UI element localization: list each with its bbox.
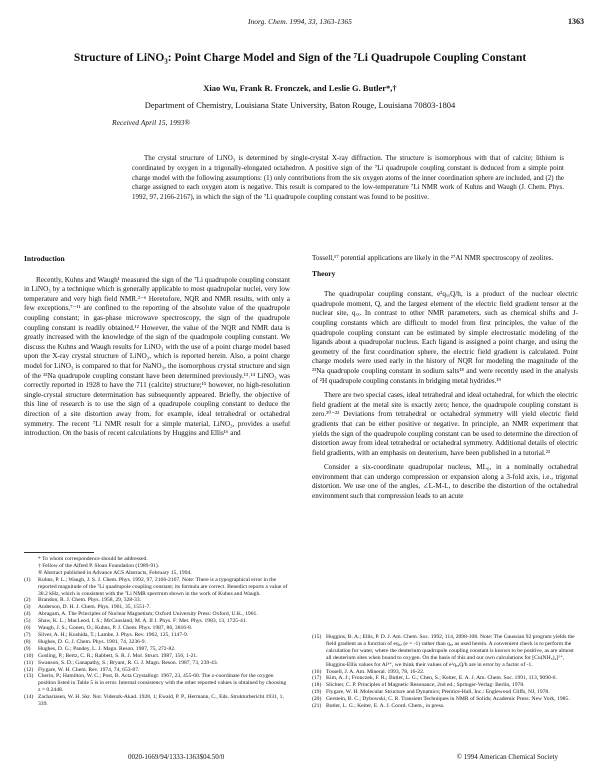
article-code: 0020-1669/94/1333-1363$04.50/0 bbox=[128, 753, 225, 761]
footnote-text: Tossell, J. A. Am. Mineral. 1993, 78, 16-22. bbox=[326, 668, 425, 675]
page-footer bbox=[128, 753, 558, 761]
footnote-number bbox=[24, 563, 38, 570]
footnote-text: Zachariasen, W. H. Skr. Nor. Videnzk-Akad. 1928, 1; Ewald, P. P., Hermann, C., Eds. Strukturbericht 1931, 1, 339. bbox=[38, 694, 284, 708]
footnote-text: Hughes, D. G.; Pandey, L. J. Magn. Reson. 1987, 75, 272-82. bbox=[38, 645, 176, 652]
footnote-text: Silver, A. H.; Kushida, T.; Lambe, J. Phys. Rev. 1962, 125, 1147-9. bbox=[38, 631, 189, 638]
paragraph: Consider a six-coordinate quadrupolar nucleus, ML₆, in a nominally octahedral environment that can undergo compression or expansion along a 3-fold axis, i.e., trigonal distortion. We use one of the angles, ∠L-M-L, to describe the distortion of the octahedral environment such that compression leads to an acute bbox=[312, 463, 578, 501]
footnote bbox=[24, 570, 290, 577]
footnote-number: (8) bbox=[24, 638, 31, 645]
footnotes-left bbox=[24, 552, 290, 708]
footnote-number: (11) bbox=[24, 659, 34, 666]
footnote-number: (2) bbox=[24, 597, 31, 604]
footnote-text: Swanson, S. D.; Ganapathy, S.; Bryant, R. G. J. Magn. Reson. 1987, 73, 239-43. bbox=[38, 659, 219, 666]
footnote-number: (19) bbox=[312, 689, 322, 696]
footnote-text: Waugh, J. S.; Gonen, O.; Kuhns, P. J. Chem. Phys. 1987, 86, 3816-8. bbox=[38, 625, 193, 632]
author-list: Xiao Wu, Frank R. Fronczek, and Leslie G. Butler*,† bbox=[203, 83, 397, 93]
footnote bbox=[312, 696, 578, 703]
footnotes-right bbox=[312, 634, 578, 710]
footnote bbox=[24, 556, 290, 563]
paragraph: There are two special cases, ideal tetrahedral and ideal octahedral, for which the electric field gradient at the metal site is exactly zero; hence, the quadrupole coupling constant is zero.²⁰⁻²² Deviations from tetrahedral or octahedral symmetry will yield electric field gradients that can be either positive or negative. In principle, an NMR experiment that yields the sign of the quadrupole coupling constant can be used to determine the direction of distortion away from ideal tetrahedral or octahedral symmetry. Additional details of electric field gradients, with an emphasis on deuterium, have been published in a tutorial.²³ bbox=[312, 391, 578, 457]
footnote-text: * To whom correspondence should be addressed. bbox=[38, 556, 148, 562]
footnote-number: (4) bbox=[24, 611, 31, 618]
footnote bbox=[24, 653, 290, 660]
page-number: 1363 bbox=[568, 17, 584, 26]
footnote bbox=[24, 639, 290, 646]
footnote-number: (14) bbox=[24, 694, 34, 701]
footnote-text: Hughes, D. G. J. Chem. Phys. 1981, 74, 3236-9. bbox=[38, 638, 146, 645]
footnote-number: (17) bbox=[312, 675, 322, 682]
footnote bbox=[24, 563, 290, 570]
received-date: Received April 15, 1993® bbox=[112, 118, 191, 127]
footnote bbox=[312, 703, 578, 710]
footnote bbox=[24, 625, 290, 632]
footnote-text: Gerstein, B. C.; Dybowski, C. R. Transient Techniques in NMR of Solids; Academic Press: New York, 1985. bbox=[326, 696, 570, 703]
footnote bbox=[24, 646, 290, 653]
copyright: © 1994 American Chemical Society bbox=[456, 753, 558, 761]
footnote-text: Kim, A. J.; Fronczek, F. R.; Butler, L. G.; Chen, S.; Keiter, E. A. J. Am. Chem. Soc. 1991, 113, 9090-6. bbox=[326, 675, 557, 682]
article-title: Structure of LiNO₃: Point Charge Model and Sign of the ⁷Li Quadrupole Coupling Constant bbox=[73, 52, 527, 64]
footnote-number: (12) bbox=[24, 666, 34, 673]
footnote bbox=[24, 694, 290, 708]
right-column bbox=[312, 254, 578, 507]
footnote-text: Flygare, W. H. Chem. Rev. 1974, 74, 653-87. bbox=[38, 666, 140, 673]
footnote-text: † Fellow of the Alfred P. Sloan Foundation (1989-91). bbox=[38, 562, 160, 569]
footnote-number bbox=[24, 570, 38, 577]
footnote-text: Huggins, B. A.; Ellis, P. D. J. Am. Chem. Soc. 1992, 114, 2098-108. Note: The Gaussian 92 program yields the field gradient as a function of eqₓₓ (e = -1) rather than qₓₓ as used herein. A convenient check is to perform the calculation for water, where the deuterium quadrupole coupling constant is known to be positive, as are almost all deuterium sites when bound to oxygen. On the basis of this and our own calculations for [Cu(NH₃)₄]²⁺, Huggins-Ellis values for Al³⁺, we think their values of e²qₓₓQ/h are in error by a factor of -1. bbox=[326, 634, 575, 668]
footnote-number: (20) bbox=[312, 696, 322, 703]
footnote bbox=[24, 632, 290, 639]
footnote-text: Shaw, K. L.; MacLeod, I. S.; McCausland, M. A. II J. Phys. F: Met. Phys. 1983, 13, 1725-41. bbox=[38, 618, 247, 625]
section-heading-theory: Theory bbox=[312, 268, 336, 278]
footnote-number bbox=[24, 556, 38, 563]
footnote-number: (10) bbox=[24, 652, 34, 659]
footnote bbox=[24, 597, 290, 604]
footnote-number: (1) bbox=[24, 576, 31, 583]
footnote bbox=[312, 634, 578, 669]
footnote-number: (21) bbox=[312, 703, 322, 710]
left-column bbox=[24, 254, 290, 444]
footnote-number: (6) bbox=[24, 625, 31, 632]
footnote-number: (3) bbox=[24, 604, 31, 611]
footnote-text: Cherin, P.; Hamilton, W. C.; Post, B. Acta Crystallogr. 1967, 23, 455-60. The z-coordinate for the oxygen position listed in Table 5 is in error. Internal consistency with the other reported values is obtained by choosing z = 0.2448. bbox=[38, 673, 287, 694]
abstract: The crystal structure of LiNO₃ is determined by single-crystal X-ray diffraction. The structure is isomorphous with that of calcite; lithium is coordinated by oxygen in a trigonally-elongated octahedron. A positive sign of the ⁷Li quadrupole coupling constant is deduced from a simple point charge model with the following assumptions: (1) only contributions from the six oxygen atoms of the inner coordination sphere are included, and (2) the charge assigned to each oxygen atom is negative. This result is compared to the low-temperature ⁷Li NMR work of Kuhns and Waugh (J. Chem. Phys. 1992, 97, 2166-2167), in which the sign of the ⁷Li quadrupole coupling constant was found to be positive. bbox=[132, 154, 564, 202]
footnote bbox=[24, 611, 290, 618]
footnote-text: Flygare, W. H. Molecular Structure and Dynamics; Prentice-Hall, Inc.: Englewood Cliffs, NJ, 1978. bbox=[326, 689, 550, 696]
footnote bbox=[312, 669, 578, 676]
affiliation: Department of Chemistry, Louisiana State University, Baton Rouge, Louisiana 70803-1804 bbox=[144, 100, 456, 110]
footnote-text: ® Abstract published in Advance ACS Abstracts, February 15, 1994. bbox=[38, 569, 192, 576]
paragraph: The quadrupolar coupling constant, e²qₓₓQ/h, is a product of the nuclear electric quadrupole moment, Q, and the largest element of the electric field gradient tensor at the nuclear site, qₓₓ. In contrast to other NMR parameters, such as chemical shifts and J-coupling constants which are difficult to model from first principles, the value of the quadrupole coupling constant can be estimated by simple electrostatic modeling of the ligands about a quadrupolar nucleus. Each ligand is assigned a point charge, and using the geometry of the first coordination sphere, the electric field gradient is calculated. Point charge models were used early in the history of NQR for modeling the magnitude of the ²³Na quadrupole coupling constant in sodium salts¹⁸ and were recently used in the analysis of ²H quadrupole coupling constants in bridging metal hydrides.¹⁹ bbox=[312, 290, 578, 385]
paragraph: Tossell,¹⁷ potential applications are likely in the ²⁷Al NMR spectroscopy of zeolites. bbox=[312, 254, 554, 262]
footnote-number: (9) bbox=[24, 645, 31, 652]
footnote-number: (16) bbox=[312, 668, 322, 675]
footnote bbox=[24, 673, 290, 694]
footnote bbox=[24, 660, 290, 667]
footnote-text: Slichter, C. P. Principles of Magnetic Resonance, 2nd ed.; Springer-Verlag: Berlin, 1978. bbox=[326, 682, 525, 689]
running-header: Inorg. Chem. 1994, 33, 1363-1365 bbox=[248, 17, 352, 26]
footnote-text: Anderson, D. H. J. Chem. Phys. 1961, 35, 1551-7. bbox=[38, 604, 151, 611]
section-heading-introduction: Introduction bbox=[24, 254, 65, 263]
paragraph: Recently, Kuhns and Waugh¹ measured the sign of the ⁷Li quadrupole coupling constant in LiNO₃ by a technique which is generally applicable to most quadrupolar nuclei, very low temperature and very high field NMR.²⁻⁶ Heretofore, NQR and NMR results, with only a few exceptions,⁷⁻¹¹ are confined to the reporting of the absolute value of the quadrupole coupling constant; in gas-phase microwave spectroscopy, the sign of the quadrupole coupling constant is readily obtained.¹² However, the value of the NQR and NMR data is greatly increased with the knowledge of the sign of the quadrupole coupling constant. We discuss the Kuhns and Waugh results for LiNO₃ with the use of a point charge model based upon the X-ray crystal structure of LiNO₃, which is reported herein. Also, a point charge model for LiNO₃ is compared to that for NaNO₃, the isomorphous crystal structure and sign of the ²³Na quadrupole coupling constant have been determined previously.¹³˒¹⁴ LiNO₃ was correctly reported in 1928 to have the 711 (calcite) structure;¹⁵ however, no high-resolution single-crystal structure determination has subsequently appeared. Briefly, the objective of this line of research is to use the sign of a quadrupole coupling constant to deduce the direction of a site distortion away from, for example, ideal tetrahedral or octahedral symmetry. The recent ⁷Li NMR result for a simple material, LiNO₃, provides a useful introduction. On the basis of recent calculations by Huggins and Ellis¹⁶ and bbox=[24, 275, 290, 438]
footnote-text: Gosling, P.; Bertz, C. R.; Rabbett, S. R. J. Mol. Struct. 1987, 156, 1-21. bbox=[38, 652, 198, 659]
footnote-text: Abragam, A. The Principles of Nuclear Magnetism; Oxford University Press: Oxford, U.K., 1961. bbox=[38, 611, 258, 618]
footnote-number: (5) bbox=[24, 618, 31, 625]
footnote-text: Kuhns, P. L.; Waugh, J. S. J. Chem. Phys. 1992, 97, 2166-2167. Note: There is a typographical error in the reported magnitude of the ⁷Li quadrupole coupling constant; its formula are correct. Benedict reports a value of 30.2 kHz, which is consistent with the ⁷Li NMR spectrum shown in the work of Kuhns and Waugh. bbox=[38, 576, 288, 597]
footnote-number: (18) bbox=[312, 682, 322, 689]
footnote bbox=[24, 577, 290, 598]
footnote-number: (7) bbox=[24, 631, 31, 638]
footnote-text: Brandon, R. J. Chem. Phys. 1958, 29, 328-33. bbox=[38, 597, 142, 604]
footnote-text: Butler, L. G.; Keiter, E. A. J. Coord. Chem., in press. bbox=[326, 703, 445, 710]
footnote-number: (15) bbox=[312, 634, 322, 640]
footnote bbox=[24, 618, 290, 625]
footnote-rule bbox=[24, 552, 94, 553]
footnote-number: (13) bbox=[24, 673, 34, 680]
